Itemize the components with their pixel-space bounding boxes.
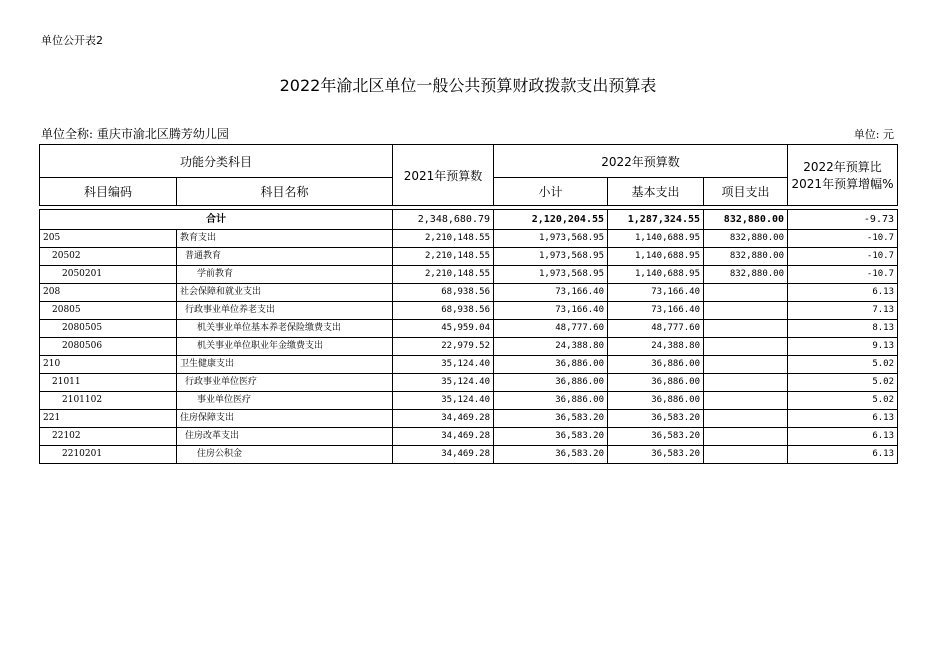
row-b2021: 34,469.28 — [393, 446, 494, 464]
row-code: 2101102 — [40, 392, 177, 410]
total-subtotal: 2,120,204.55 — [494, 210, 608, 230]
row-subtotal: 73,166.40 — [494, 284, 608, 302]
row-name: 住房保障支出 — [177, 410, 393, 428]
table-row — [40, 320, 898, 338]
row-subtotal: 73,166.40 — [494, 302, 608, 320]
row-change: 6.13 — [788, 410, 898, 428]
row-code: 221 — [40, 410, 177, 428]
row-project: 832,880.00 — [704, 248, 788, 266]
row-change: -10.7 — [788, 266, 898, 284]
row-b2021: 2,210,148.55 — [393, 248, 494, 266]
row-name: 住房公积金 — [177, 446, 393, 464]
row-subtotal: 1,973,568.95 — [494, 248, 608, 266]
row-subtotal: 1,973,568.95 — [494, 266, 608, 284]
table-row — [40, 410, 898, 428]
row-name: 行政事业单位医疗 — [177, 374, 393, 392]
row-basic: 73,166.40 — [608, 284, 704, 302]
total-b2021: 2,348,680.79 — [393, 210, 494, 230]
total-change: -9.73 — [788, 210, 898, 230]
row-code: 20502 — [40, 248, 177, 266]
row-change: -10.7 — [788, 230, 898, 248]
row-project — [704, 410, 788, 428]
total-basic: 1,287,324.55 — [608, 210, 704, 230]
header-change-line1: 2022年预算比 — [803, 160, 882, 174]
row-b2021: 68,938.56 — [393, 284, 494, 302]
row-code: 210 — [40, 356, 177, 374]
total-label: 合计 — [40, 210, 393, 230]
row-project — [704, 428, 788, 446]
header-func-class: 功能分类科目 — [40, 145, 393, 178]
row-code: 20805 — [40, 302, 177, 320]
row-subtotal: 36,886.00 — [494, 356, 608, 374]
row-name: 事业单位医疗 — [177, 392, 393, 410]
row-b2021: 68,938.56 — [393, 302, 494, 320]
row-b2021: 22,979.52 — [393, 338, 494, 356]
row-subtotal: 36,886.00 — [494, 392, 608, 410]
row-name: 教育支出 — [177, 230, 393, 248]
table-row — [40, 428, 898, 446]
row-code: 21011 — [40, 374, 177, 392]
row-basic: 24,388.80 — [608, 338, 704, 356]
header-budget-2022: 2022年预算数 — [494, 145, 788, 178]
header-change-pct — [788, 145, 898, 206]
row-change: 9.13 — [788, 338, 898, 356]
row-change: -10.7 — [788, 248, 898, 266]
row-project — [704, 320, 788, 338]
row-subtotal: 36,583.20 — [494, 428, 608, 446]
row-b2021: 35,124.40 — [393, 356, 494, 374]
row-basic: 36,583.20 — [608, 410, 704, 428]
table-id-label: 单位公开表2 — [41, 34, 103, 47]
row-change: 5.02 — [788, 392, 898, 410]
table-row — [40, 248, 898, 266]
row-basic: 48,777.60 — [608, 320, 704, 338]
row-change: 6.13 — [788, 428, 898, 446]
row-name: 行政事业单位养老支出 — [177, 302, 393, 320]
total-row — [40, 210, 898, 230]
header-budget-2021: 2021年预算数 — [393, 145, 494, 206]
row-subtotal: 36,583.20 — [494, 410, 608, 428]
table-body — [40, 206, 898, 464]
row-code: 2080506 — [40, 338, 177, 356]
page-title: 2022年渝北区单位一般公共预算财政拨款支出预算表 — [279, 76, 657, 95]
row-name: 社会保障和就业支出 — [177, 284, 393, 302]
table-row — [40, 392, 898, 410]
row-code: 205 — [40, 230, 177, 248]
budget-table — [39, 144, 898, 464]
total-project: 832,880.00 — [704, 210, 788, 230]
table-row — [40, 356, 898, 374]
row-project — [704, 338, 788, 356]
row-code: 22102 — [40, 428, 177, 446]
row-change: 6.13 — [788, 284, 898, 302]
row-change: 5.02 — [788, 356, 898, 374]
table-row — [40, 302, 898, 320]
row-subtotal: 1,973,568.95 — [494, 230, 608, 248]
row-project — [704, 374, 788, 392]
row-basic: 1,140,688.95 — [608, 230, 704, 248]
row-basic: 36,886.00 — [608, 356, 704, 374]
row-name: 住房改革支出 — [177, 428, 393, 446]
table-row — [40, 266, 898, 284]
header-basic: 基本支出 — [608, 178, 704, 206]
row-project: 832,880.00 — [704, 230, 788, 248]
row-project: 832,880.00 — [704, 266, 788, 284]
row-b2021: 35,124.40 — [393, 392, 494, 410]
row-b2021: 35,124.40 — [393, 374, 494, 392]
table-row — [40, 374, 898, 392]
row-basic: 1,140,688.95 — [608, 248, 704, 266]
row-change: 6.13 — [788, 446, 898, 464]
row-code: 208 — [40, 284, 177, 302]
table-row — [40, 284, 898, 302]
row-code: 2050201 — [40, 266, 177, 284]
row-name: 卫生健康支出 — [177, 356, 393, 374]
row-name: 学前教育 — [177, 266, 393, 284]
row-subtotal: 36,886.00 — [494, 374, 608, 392]
row-subtotal: 36,583.20 — [494, 446, 608, 464]
row-code: 2210201 — [40, 446, 177, 464]
row-subtotal: 24,388.80 — [494, 338, 608, 356]
row-project — [704, 356, 788, 374]
currency-unit-label: 单位: 元 — [853, 128, 894, 141]
row-b2021: 34,469.28 — [393, 428, 494, 446]
header-code: 科目编码 — [40, 178, 177, 206]
row-change: 8.13 — [788, 320, 898, 338]
header-change-line2: 2021年预算增幅% — [791, 177, 894, 191]
row-basic: 36,886.00 — [608, 392, 704, 410]
row-basic: 36,583.20 — [608, 428, 704, 446]
table-row — [40, 230, 898, 248]
row-project — [704, 392, 788, 410]
row-name: 机关事业单位职业年金缴费支出 — [177, 338, 393, 356]
unit-full-name: 单位全称: 重庆市渝北区腾芳幼儿园 — [41, 127, 229, 141]
row-basic: 36,583.20 — [608, 446, 704, 464]
header-name: 科目名称 — [177, 178, 393, 206]
row-project — [704, 446, 788, 464]
row-basic: 73,166.40 — [608, 302, 704, 320]
row-b2021: 34,469.28 — [393, 410, 494, 428]
row-name: 普通教育 — [177, 248, 393, 266]
row-name: 机关事业单位基本养老保险缴费支出 — [177, 320, 393, 338]
row-project — [704, 302, 788, 320]
row-b2021: 45,959.04 — [393, 320, 494, 338]
row-change: 5.02 — [788, 374, 898, 392]
table-row — [40, 338, 898, 356]
row-b2021: 2,210,148.55 — [393, 230, 494, 248]
row-project — [704, 284, 788, 302]
row-b2021: 2,210,148.55 — [393, 266, 494, 284]
header-subtotal: 小计 — [494, 178, 608, 206]
row-change: 7.13 — [788, 302, 898, 320]
row-subtotal: 48,777.60 — [494, 320, 608, 338]
header-project: 项目支出 — [704, 178, 788, 206]
row-basic: 36,886.00 — [608, 374, 704, 392]
row-basic: 1,140,688.95 — [608, 266, 704, 284]
table-row — [40, 446, 898, 464]
row-code: 2080505 — [40, 320, 177, 338]
table-header — [40, 145, 898, 206]
